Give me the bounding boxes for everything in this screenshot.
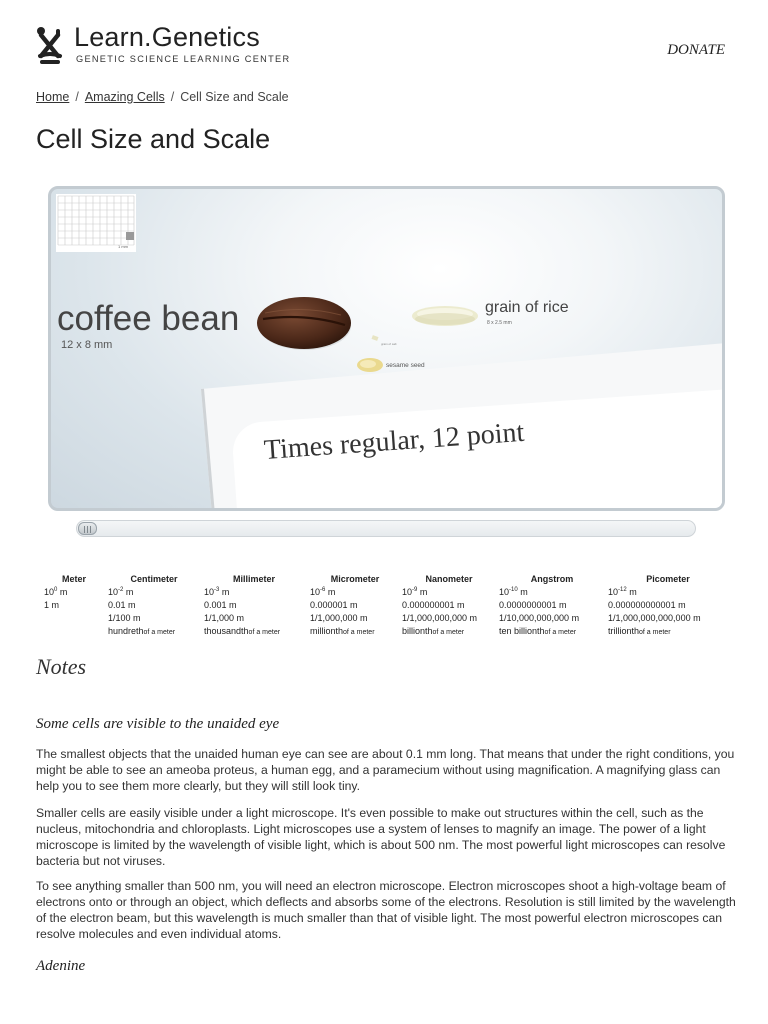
scale-decimal: 0.001 m (204, 600, 237, 610)
scale-viewer[interactable] (48, 186, 725, 511)
paragraph-unaided-eye: The smallest objects that the unaided human eye can see are about 0.1 mm long. That means that under the right conditions, you might be able to see an ameoba proteus, a human egg, and a paramecium without using magnification. A magnifying glass can help you to see them more clearly, but they will still look tiny. (36, 747, 735, 793)
scale-power: $10^{-10}$ m (499, 587, 528, 597)
scale-fraction: 1/10,000,000,000 m (499, 613, 580, 623)
rice-grain-label: grain of rice (485, 299, 569, 316)
coffee-bean-image (255, 295, 353, 351)
scale-decimal: 1 m (44, 600, 60, 610)
scale-header: Micrometer (330, 574, 380, 584)
scale-column-micrometer (310, 573, 400, 639)
scale-header: Centimeter (130, 574, 178, 584)
notes-heading: Notes (36, 654, 87, 679)
coffee-bean-label: coffee bean (57, 299, 240, 338)
scale-power: $10^0$ m (44, 587, 68, 597)
scale-column-picometer (608, 573, 728, 639)
scale-power: $10^{-9}$ m (402, 587, 428, 597)
scale-word: billionthof a meter (402, 626, 465, 636)
salt-grain-image (371, 335, 379, 341)
page-title: Cell Size and Scale (36, 124, 271, 154)
donate-link[interactable]: DONATE (667, 42, 725, 58)
scale-header: Meter (61, 574, 86, 584)
paragraph-light-microscope: Smaller cells are easily visible under a light microscope. It's even possible to make out structures within the cell, such as the nucleus, mitochondria and chloroplasts. Light microscopes use a system of lenses to magnify an image. The power of a light microscope is limited by the wavelength of visible light, which is about 500 nm. The most powerful light microscopes can resolve bacteria but not viruses. (36, 806, 726, 868)
scale-header: Millimeter (232, 574, 275, 584)
breadcrumb-separator: / (75, 90, 79, 104)
breadcrumb-home-link[interactable]: Home (36, 90, 70, 104)
scale-column-millimeter (204, 573, 304, 639)
scale-power: $10^{-12}$ m (608, 587, 637, 597)
scale-fraction: 1/1,000,000,000,000 m (608, 613, 701, 623)
scale-word: ten billionthof a meter (499, 626, 577, 636)
sesame-seed-image (356, 357, 384, 373)
scale-decimal: 0.000000000001 m (608, 600, 686, 610)
scale-word: trillionthof a meter (608, 626, 671, 636)
scale-slider-thumb[interactable] (78, 522, 97, 535)
salt-grain-label: grain of salt (381, 342, 397, 346)
scale-fraction: 1/1,000,000,000 m (402, 613, 478, 623)
scale-slider[interactable] (76, 520, 696, 537)
scale-column-meter (44, 573, 104, 612)
scale-decimal: 0.0000000001 m (499, 600, 567, 610)
breadcrumb (36, 90, 289, 104)
scale-decimal: 0.000001 m (310, 600, 358, 610)
scale-header: Angstrom (530, 574, 574, 584)
site-header (0, 0, 768, 80)
coffee-bean-size: 12 x 8 mm (61, 339, 113, 351)
scale-decimal: 0.000000001 m (402, 600, 465, 610)
breadcrumb-amazing-cells-link[interactable]: Amazing Cells (84, 90, 165, 104)
scale-power: $10^{-3}$ m (204, 587, 230, 597)
scale-word: thousandthof a meter (204, 626, 281, 636)
scale-header: Picometer (646, 574, 690, 584)
dna-logo-icon (36, 26, 64, 68)
scale-column-nanometer (402, 573, 496, 639)
scale-power: $10^{-6}$ m (310, 587, 336, 597)
rice-grain-size: 8 x 2.5 mm (487, 320, 512, 326)
scale-fraction: 1/1,000,000 m (310, 613, 368, 623)
times-text-sample: Times regular, 12 point (263, 416, 526, 466)
scale-column-angstrom (499, 573, 605, 639)
scale-header: Nanometer (425, 574, 473, 584)
logo-title: Learn.Genetics (74, 22, 260, 52)
paragraph-electron-microscope: To see anything smaller than 500 nm, you will need an electron microscope. Electron microscopes shoot a high-voltage beam of electrons onto or through an object, which deflects and absorbs some of the electrons. Resolution is still limited by the wavelength of the electron beam, but this wavelength is much smaller than that of visible light. The most powerful electron microscopes can resolve molecules and even individual atoms. (36, 879, 736, 941)
breadcrumb-current: Cell Size and Scale (180, 90, 289, 104)
site-logo[interactable] (36, 22, 306, 70)
scale-fraction: 1/1,000 m (204, 613, 245, 623)
sesame-seed-label: sesame seed (386, 362, 425, 369)
rice-grain-image (411, 305, 479, 327)
scale-power: $10^{-2}$ m (108, 587, 134, 597)
grid-label: 1 mm (118, 244, 128, 249)
grid-reference (56, 194, 136, 252)
scale-fraction: 1/100 m (108, 613, 141, 623)
section-heading: Some cells are visible to the unaided eye (36, 716, 280, 732)
logo-subtitle: GENETIC SCIENCE LEARNING CENTER (76, 54, 291, 64)
scale-column-centimeter (108, 573, 200, 639)
breadcrumb-separator: / (170, 90, 175, 104)
scale-word: hundrethof a meter (108, 626, 176, 636)
section-heading-adenine: Adenine (36, 958, 86, 974)
scale-decimal: 0.01 m (108, 600, 136, 610)
scale-word: millionthof a meter (310, 626, 375, 636)
